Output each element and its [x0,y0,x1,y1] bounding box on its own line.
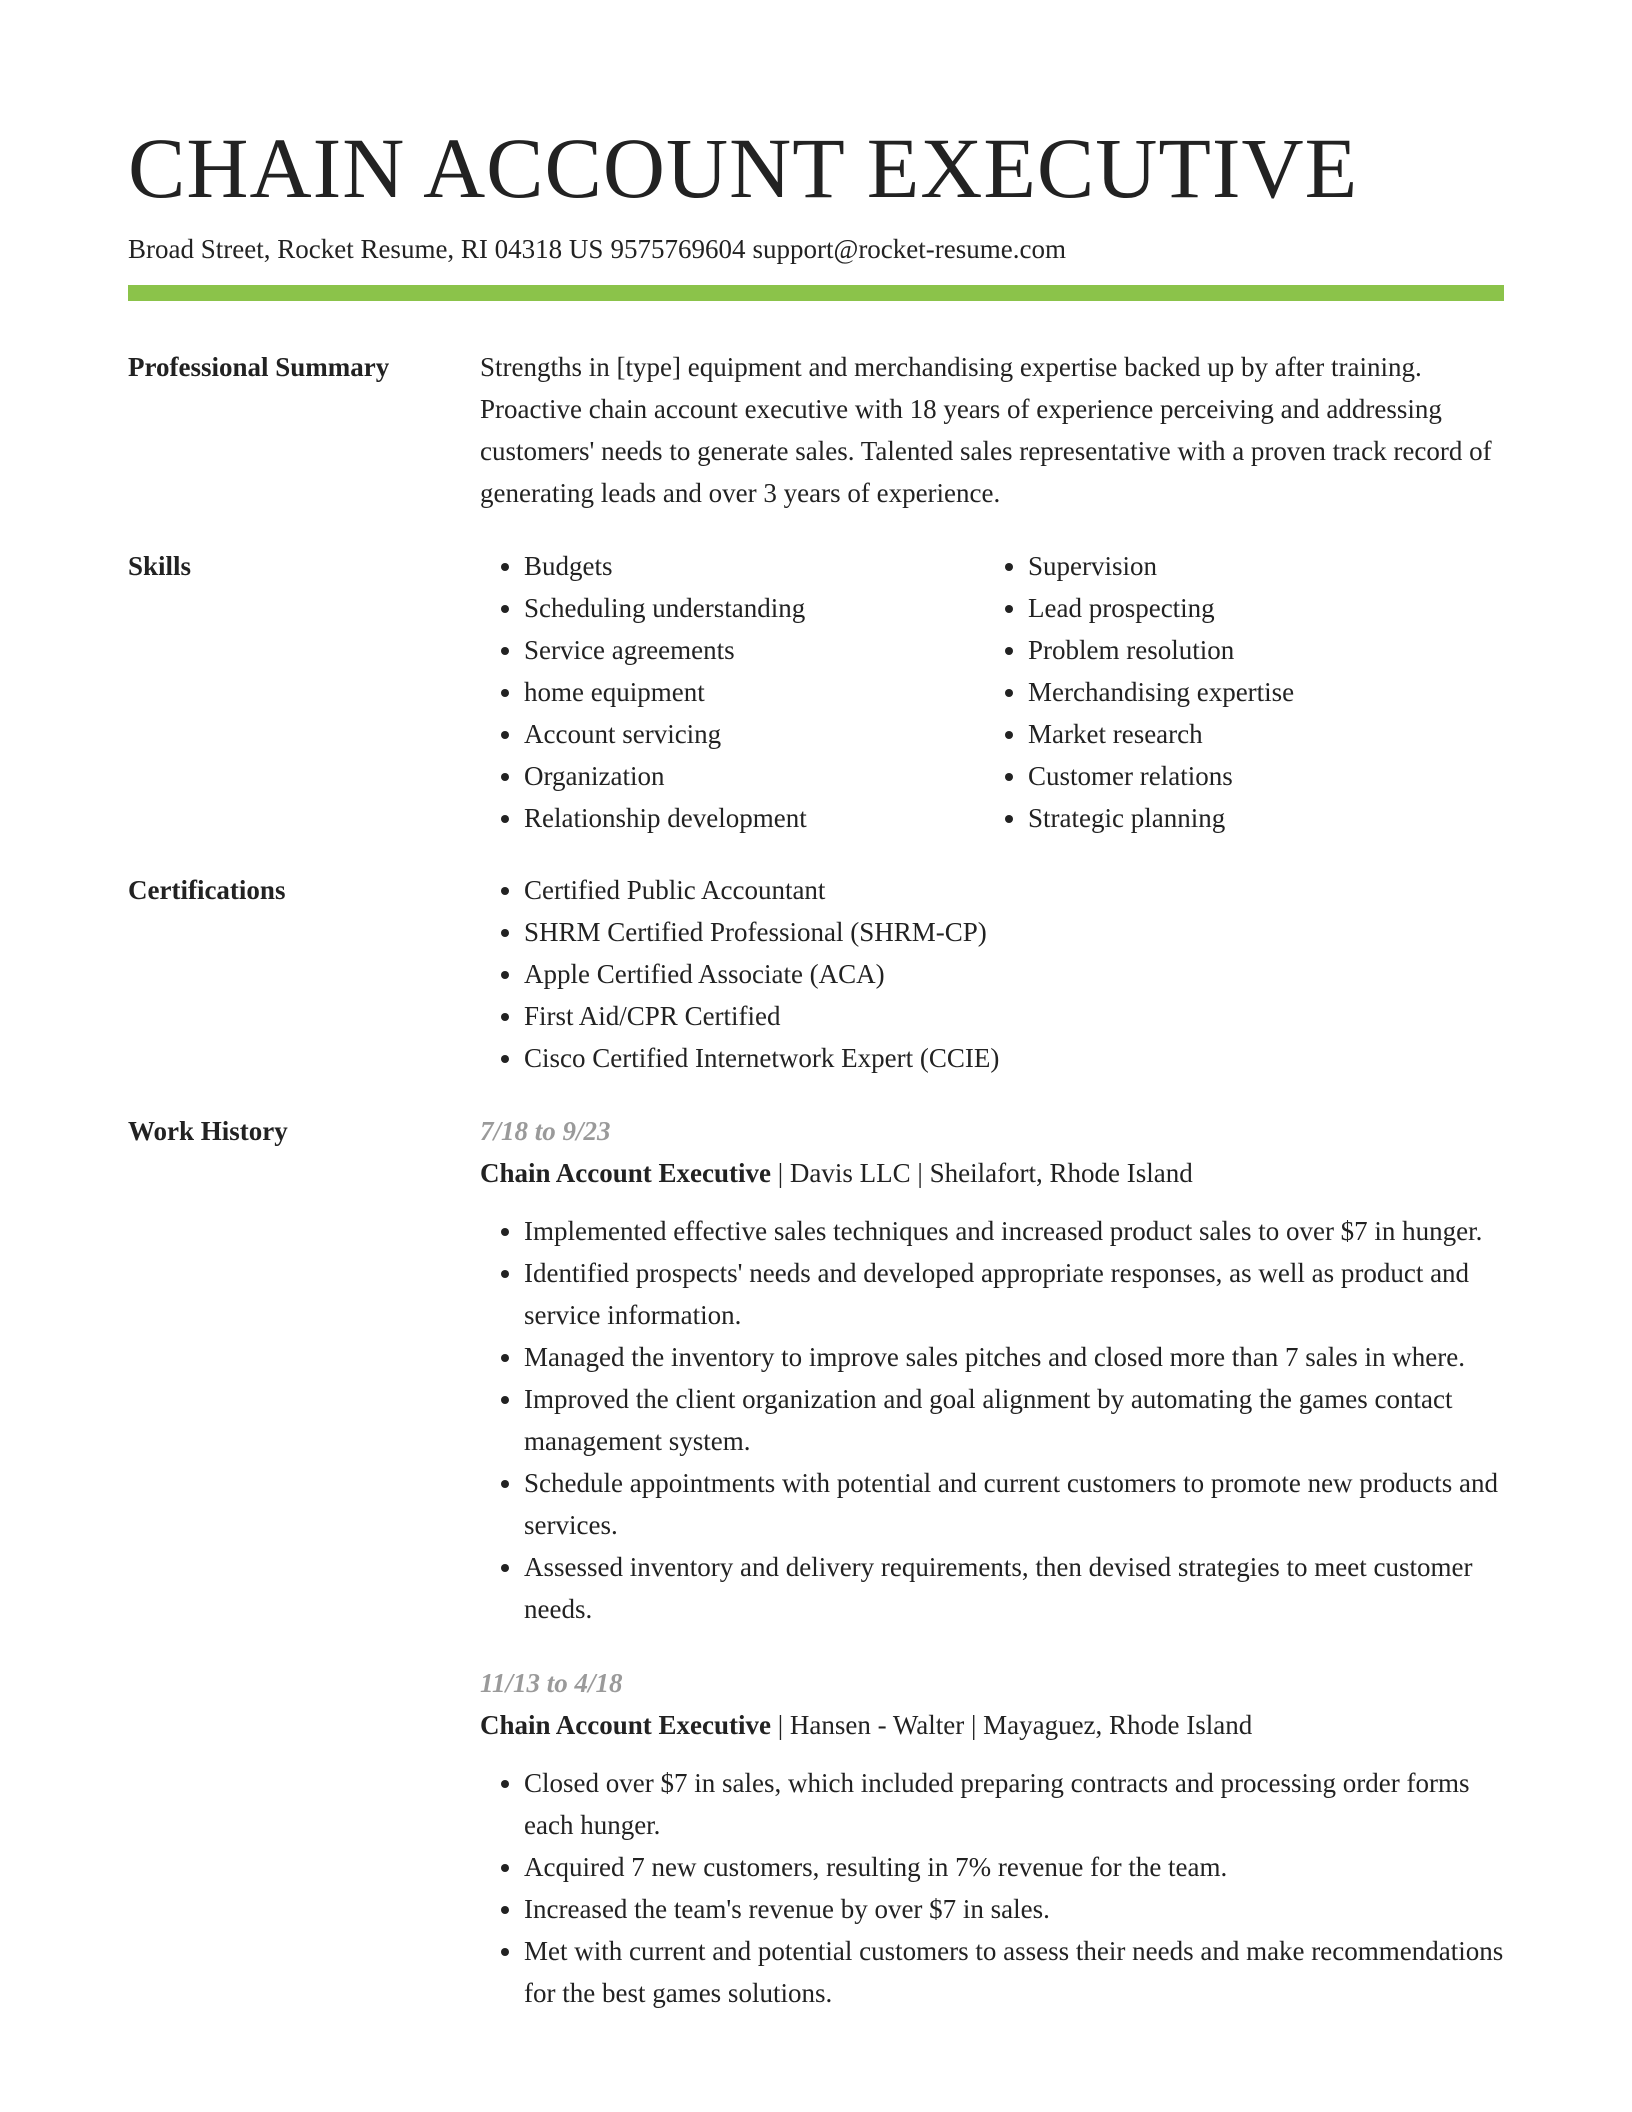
list-item: • Met with current and potential customers to assess their needs and make recommendations for the best games solutions. [524,1930,1504,2014]
list-item: • Identified prospects' needs and developed appropriate responses, as well as product and service information. [524,1252,1504,1336]
list-item: • Apple Certified Associate (ACA) [524,953,1504,995]
contact-email: support@rocket-resume.com [752,234,1066,264]
list-item: • First Aid/CPR Certified [524,995,1504,1037]
list-item: • Budgets [524,545,984,587]
job-bullets [480,1762,1504,2014]
job-title: Chain Account Executive [480,1710,772,1740]
job-dates: 7/18 to 9/23 [480,1116,611,1146]
list-item: • Merchandising expertise [1028,671,1488,713]
list-item: • Schedule appointments with potential and current customers to promote new products and services. [524,1462,1504,1546]
job-heading [480,1704,1504,1746]
list-item: • Improved the client organization and goal alignment by automating the games contact management system. [524,1378,1504,1462]
certifications-label: Certifications [128,875,286,905]
list-item: • Market research [1028,713,1488,755]
job-heading [480,1152,1504,1194]
list-item: • Assessed inventory and delivery requirements, then devised strategies to meet customer needs. [524,1546,1504,1630]
contact-line [128,231,1073,267]
summary-body [480,346,1504,514]
job-separator: | [777,1710,784,1740]
list-item: • Closed over $7 in sales, which included preparing contracts and processing order forms each hunger. [524,1762,1504,1846]
job-company: Davis LLC [789,1158,911,1188]
list-item: • Service agreements [524,629,984,671]
job-location: Mayaguez, Rhode Island [983,1710,1253,1740]
list-item: • Organization [524,755,984,797]
skills-column-right [984,545,1488,839]
job-dates: 11/13 to 4/18 [480,1668,623,1698]
list-item: • Account servicing [524,713,984,755]
list-item: • home equipment [524,671,984,713]
list-item: • Customer relations [1028,755,1488,797]
list-item: • Strategic planning [1028,797,1488,839]
list-item: • Increased the team's revenue by over $7 in sales. [524,1888,1504,1930]
job-separator: | [917,1158,923,1188]
summary-label: Professional Summary [128,352,390,382]
list-item: • Relationship development [524,797,984,839]
list-item: • Certified Public Accountant [524,869,1504,911]
contact-phone: 9575769604 [610,234,746,264]
list-item: • SHRM Certified Professional (SHRM-CP) [524,911,1504,953]
job-location: Sheilafort, Rhode Island [929,1158,1193,1188]
list-item: • Supervision [1028,545,1488,587]
list-item: • Problem resolution [1028,629,1488,671]
job-bullets [480,1210,1504,1630]
list-item: • Lead prospecting [1028,587,1488,629]
skills-body [480,545,1504,839]
skills-column-left [480,545,984,839]
job-separator: | [970,1710,977,1740]
summary-text: Strengths in [type] equipment and merchandising expertise backed up by after training. Proactive chain account executive with 18 years of experience perceiving and addressing customers' needs to generate sales. Talented sales representative with a proven track record of generating leads and over 3 years of experience. [480,352,1492,508]
certifications-body [480,869,1504,1079]
list-item: • Implemented effective sales techniques and increased product sales to over $7 in hunger. [524,1210,1504,1252]
list-item: • Acquired 7 new customers, resulting in 7% revenue for the team. [524,1846,1504,1888]
skills-label: Skills [128,551,192,581]
list-item: • Scheduling understanding [524,587,984,629]
job-entry [480,1110,1504,1630]
work-history-body [480,1110,1504,2014]
list-item: • Managed the inventory to improve sales pitches and closed more than 7 sales in where. [524,1336,1504,1378]
job-company: Hansen - Walter [789,1710,965,1740]
header-divider [128,285,1504,301]
resume-title: CHAIN ACCOUNT EXECUTIVE [128,120,1359,216]
list-item: • Cisco Certified Internetwork Expert (CCIE) [524,1037,1504,1079]
job-separator: | [777,1158,784,1188]
work-history-label: Work History [128,1116,288,1146]
job-title: Chain Account Executive [480,1158,772,1188]
contact-address: Broad Street, Rocket Resume, RI 04318 US [128,234,604,264]
job-entry [480,1662,1504,2014]
